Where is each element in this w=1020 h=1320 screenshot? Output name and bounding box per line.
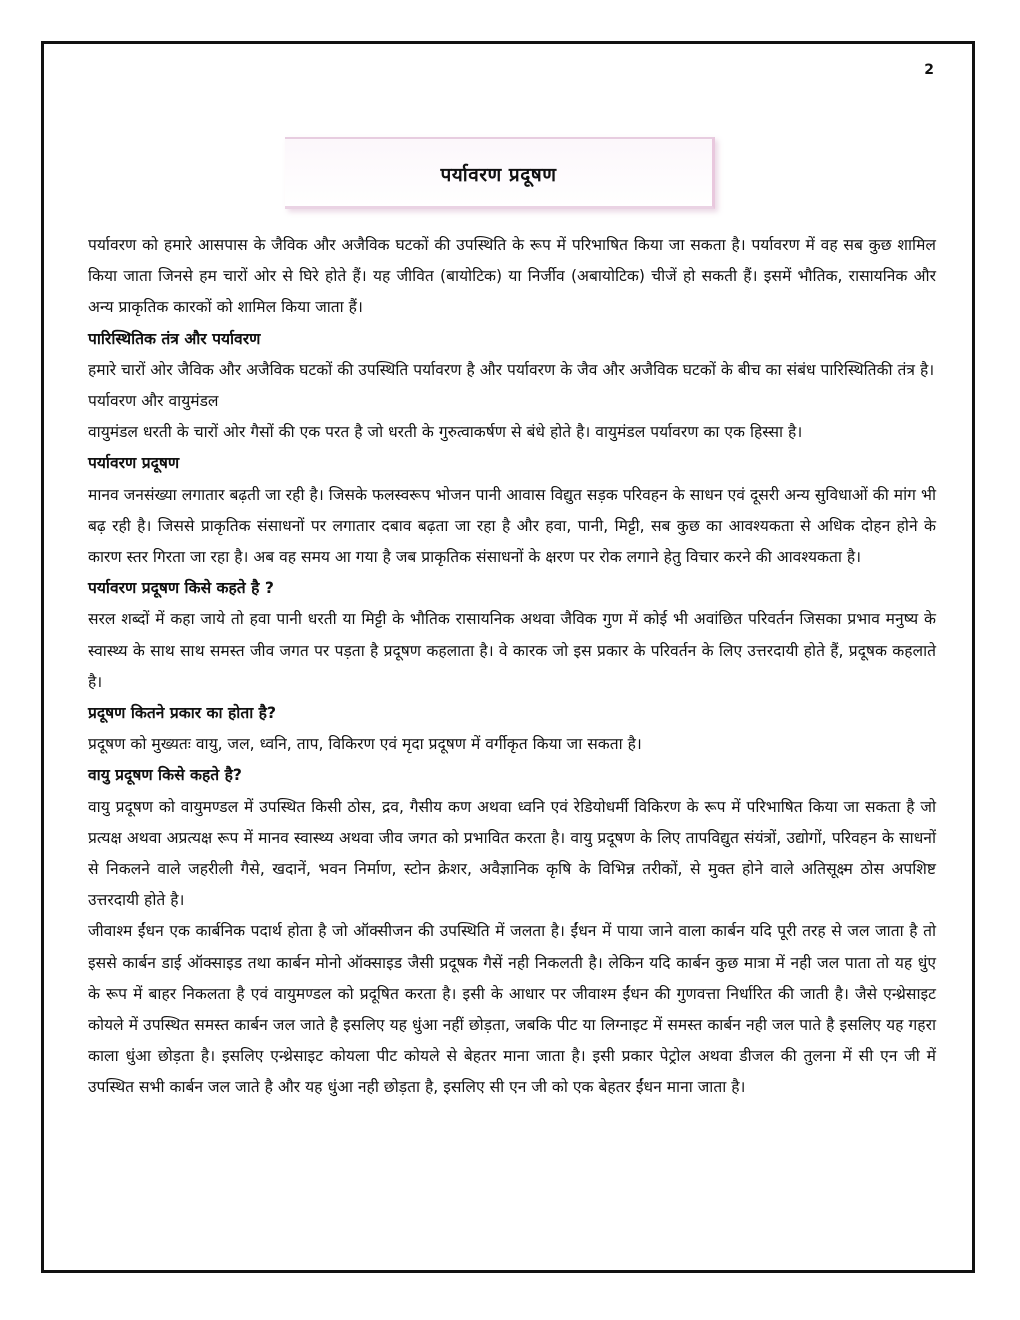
atmosphere-paragraph: वायुमंडल धरती के चारों ओर गैसों की एक परत है जो धरती के गुरुत्वाकर्षण से बंधे होते है। वायुमंडल पर्यावरण का एक हिस्सा है। [88, 423, 803, 442]
what-is-pollution-paragraph: सरल शब्दों में कहा जाये तो हवा पानी धरती या मिट्टी के भौतिक रासायनिक अथवा जैविक गुण में कोई भी अवांछित परिवर्तन जिसका प्रभाव मनुष्य के स्वास्थ्य के साथ साथ समस्त जीव जगत पर पड़ता है प्रदूषण कहलाता है। वे कारक जो इस प्रकार के परिवर्तन के लिए उत्तरदायी होते हैं, प्रदूषक कहलाते है। [88, 610, 936, 691]
fossil-fuel-paragraph: जीवाश्म ईंधन एक कार्बनिक पदार्थ होता है जो ऑक्सीजन की उपस्थिति में जलता है। ईंधन में पाया जाने वाला कार्बन यदि पूरी तरह से जल जाता है तो इससे कार्बन डाई ऑक्साइड तथा कार्बन मोनो ऑक्साइड जैसी प्रदूषक गैसें नही निकलती है। लेकिन यदि कार्बन कुछ मात्रा में नही जल पाता तो यह धुंए के रूप में बाहर निकलता है एवं वायुमण्डल को प्रदूषित करता है। इसी के आधार पर जीवाश्म ईंधन की गुणवत्ता निर्धारित की जाती है। जैसे एन्थ्रेसाइट कोयले में उपस्थित समस्त कार्बन जल जाते है इसलिए यह धुंआ नहीं छोड़ता, जबकि पीट या लिग्नाइट में समस्त कार्बन नही जल पाते है इसलिए यह गहरा काला धुंआ छोड़ता है। इसलिए एन्थ्रेसाइट कोयला पीट कोयले से बेहतर माना जाता है। इसी प्रकार पेट्रोल अथवा डीजल की तुलना में सी एन जी में उपस्थित सभी कार्बन जल जाते है और यह धुंआ नही छोड़ता है, इसलिए सी एन जी को एक बेहतर ईंधन माना जाता है। [88, 922, 936, 1097]
environmental-pollution-paragraph: मानव जनसंख्या लगातार बढ़ती जा रही है। जिसके फलस्वरूप भोजन पानी आवास विद्युत सड़क परिवहन के साधन एवं दूसरी अन्य सुविधाओं की मांग भी बढ़ रही है। जिससे प्राकृतिक संसाधनों पर लगातार दबाव बढ़ता जा रहा है और हवा, पानी, मिट्टी, सब कुछ का आवश्यकता से अधिक दोहन होने के कारण स्तर गिरता जा रहा है। अब वह समय आ गया है जब प्राकृतिक संसाधनों के क्षरण पर रोक लगाने हेतु विचार करने की आवश्यकता है। [88, 485, 936, 567]
section-heading-pollution-types: प्रदूषण कितने प्रकार का होता है? [88, 704, 276, 723]
subheading-atmosphere: पर्यावरण और वायुमंडल [88, 392, 219, 411]
air-pollution-paragraph: वायु प्रदूषण को वायुमण्डल में उपस्थित किसी ठोस, द्रव, गैसीय कण अथवा ध्वनि एवं रेडियोधर्मी विकिरण के रूप में परिभाषित किया जा सकता है जो प्रत्यक्ष अथवा अप्रत्यक्ष रूप में मानव स्वास्थ्य अथवा जीव जगत को प्रभावित करता है। वायु प्रदूषण के लिए तापविद्युत संयंत्रों, उद्योगों, परिवहन के साधनों से निकलने वाले जहरीली गैसे, खदानें, भवन निर्माण, स्टोन क्रेशर, अवैज्ञानिक कृषि के विभिन्न तरीकों, से मुक्त होने वाले अतिसूक्ष्म ठोस अपशिष्ट उत्तरदायी होते है। [88, 797, 936, 910]
pollution-types-paragraph: प्रदूषण को मुख्यतः वायु, जल, ध्वनि, ताप, विकिरण एवं मृदा प्रदूषण में वर्गीकृत किया जा सकता है। [88, 735, 642, 754]
title-box [285, 137, 715, 209]
section-heading-ecosystem: पारिस्थितिक तंत्र और पर्यावरण [88, 329, 261, 348]
intro-paragraph: पर्यावरण को हमारे आसपास के जैविक और अजैविक घटकों की उपस्थिति के रूप में परिभाषित किया जा सकता है। पर्यावरण में वह सब कुछ शामिल किया जाता जिनसे हम चारों ओर से घिरे होते हैं। यह जीवित (बायोटिक) या निर्जीव (अबायोटिक) चीजें हो सकती हैं। इसमें भौतिक, रासायनिक और अन्य प्राकृतिक कारकों को शामिल किया जाता हैं। [88, 236, 936, 317]
page-number: 2 [924, 62, 934, 78]
document-body [88, 230, 936, 1104]
section-heading-environmental-pollution: पर्यावरण प्रदूषण [88, 454, 180, 473]
section-heading-air-pollution: वायु प्रदूषण किसे कहते है? [88, 766, 242, 785]
page-title: पर्यावरण प्रदूषण [440, 164, 557, 186]
section-heading-what-is-pollution: पर्यावरण प्रदूषण किसे कहते है ? [88, 579, 274, 598]
ecosystem-paragraph: हमारे चारों ओर जैविक और अजैविक घटकों की उपस्थिति पर्यावरण है और पर्यावरण के जैव और अजैविक घटकों के बीच का संबंध पारिस्थितिकी तंत्र है। [88, 360, 935, 379]
